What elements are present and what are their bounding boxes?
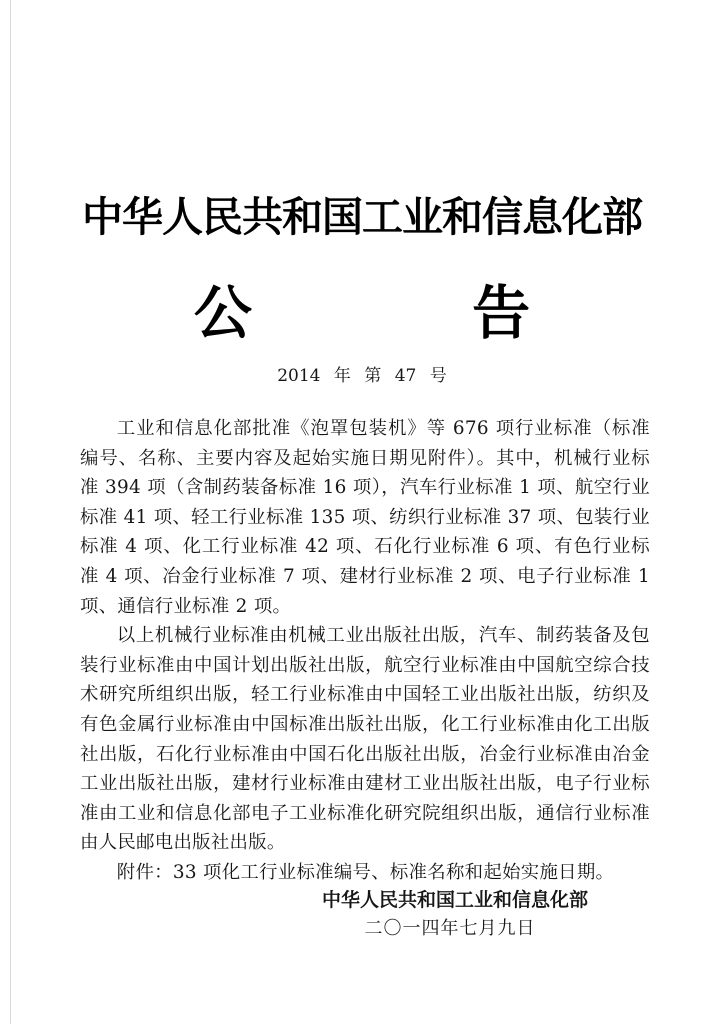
issuer-title: 中华人民共和国工业和信息化部 [82,193,642,241]
issue-number: 2014 年 第 47 号 [277,366,447,386]
announcement-body [80,414,650,888]
signature-date: 二〇一四年七月九日 [364,918,536,939]
document-type-heading: 公 告 [193,279,631,347]
signature-issuer: 中华人民共和国工业和信息化部 [321,889,588,911]
paragraph-publishers: 以上机械行业标准由机械工业出版社出版，汽车、制药装备及包装行业标准由中国计划出版社出版，航空行业标准由中国航空综合技术研究所组织出版，轻工行业标准由中国轻工业出版社出版，纺织及有色金属行业标准由中国标准出版社出版，化工行业标准由化工出版社出版，石化行业标准由中国石化出版社出版，冶金行业标准由冶金工业出版社出版，建材行业标准由建材工业出版社出版，电子行业标准由工业和信息化部电子工业标准化研究院组织出版，通信行业标准由人民邮电出版社出版。 [80,625,650,854]
paragraph-attachment: 附件：33 项化工行业标准编号、标准名称和起始实施日期。 [116,861,615,883]
paragraph-approval: 工业和信息化部批准《泡罩包装机》等 676 项行业标准（标准编号、名称、主要内容及起始实施日期见附件）。其中，机械行业标准 394 项（含制药装备标准 16 项），汽车行业标准 1 项、航空行业标准 41 项、轻工行业标准 135 项、纺织行业标准 37 项、包装行业标准 4 项、化工行业标准 42 项、石化行业标准 6 项、有色行业标准 4 项、冶金行业标准 7 项、建材行业标准 2 项、电子行业标准 1 项、通信行业标准 2 项。 [80,418,650,617]
